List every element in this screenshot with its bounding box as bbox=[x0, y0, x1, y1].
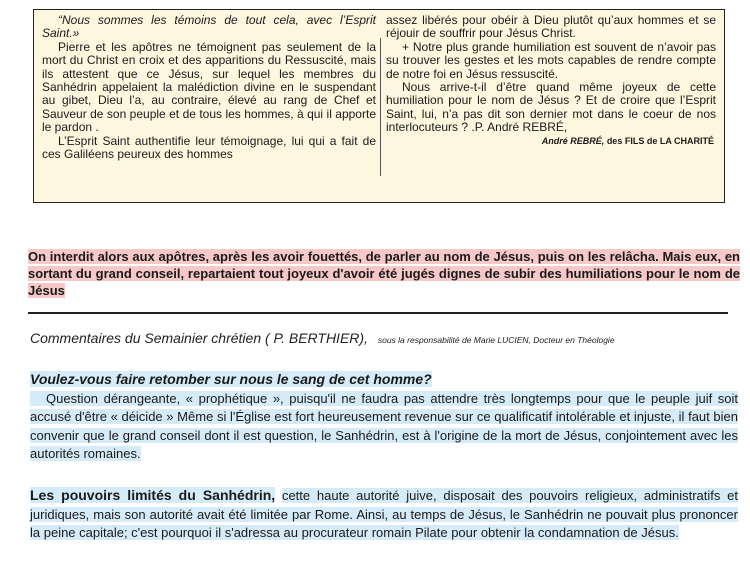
block1-question: Voulez-vous faire retomber sur nous le sang de cet homme? bbox=[30, 371, 432, 387]
quote-paragraph: Pierre et les apôtres ne témoignent pas seulement de la mort du Christ en croix et des apparitions du Ressuscité, mais ils attestent que ce Jésus, sur lequel les membres du Sanhédrin appelaient la malédiction divine en le suspendant au gibet, Dieu l’a, au contraire, élevé au rang de Chef et Sauveur de son peuple et de tous les hommes, à qui il apporte le pardon . bbox=[42, 39, 376, 135]
block1-text: Question dérangeante, « prophétique », puisqu'il ne faudra pas attendre très longtemps pour que le peuple juif soit accusé d'être « déicide » Même si l'Église est fort heureusement revenue sur ce qualificatif intolérable et injuste, il faut bien convenir que le grand conseil dont il est question, le Sanhédrin, est à l'origine de la mort de Jésus, conjointement avec les autorités romaines. bbox=[30, 390, 738, 461]
column-divider bbox=[380, 38, 381, 176]
commentary-author: ( P. BERTHIER), bbox=[265, 330, 368, 346]
quote-paragraph: L’Esprit Saint authentifie leur témoignage, lui qui a fait de ces Galiléens peureux des hommes bbox=[42, 133, 376, 162]
commentary-header bbox=[30, 330, 615, 346]
scripture-highlight bbox=[28, 248, 740, 299]
commentary-block-2 bbox=[30, 486, 738, 543]
signature-org: des FILS de LA CHARITÉ bbox=[606, 135, 714, 146]
quote-paragraph: assez libérés pour obéir à Dieu plutôt qu’aux hommes et se réjouir de souffrir pour Jésus Christ. bbox=[386, 13, 716, 41]
quote-left-column bbox=[42, 14, 376, 161]
commentary-title: Commentaires du Semainier chrétien bbox=[30, 330, 262, 346]
block2-text: cette haute autorité juive, disposait des pouvoirs religieux, administratifs et juridiques, mais son autorité avait été limitée par Rome. Ainsi, au temps de Jésus, le Sanhédrin ne pouvait plus prononcer la peine capitale; c'est pourquoi il s'adressa au procurateur romain Pilate pour obtenir la condamnation de Jésus. bbox=[30, 488, 738, 540]
block2-heading: Les pouvoirs limités du Sanhédrin, bbox=[30, 487, 276, 503]
commentary-block-1 bbox=[30, 370, 738, 464]
signature bbox=[386, 135, 716, 148]
commentary-note: sous la responsabilité de Marie LUCIEN, Docteur en Théologie bbox=[377, 335, 615, 345]
quote-right-column bbox=[386, 14, 716, 148]
quote-paragraph: Nous arrive-t-il d’être quand même joyeux de cette humiliation pour le nom de Jésus ? Et de croire que l’Esprit Saint, lui, n’a pas dit son dernier mot dans le coeur de nos interlocuteurs ? .P. André REBRÉ, bbox=[386, 80, 716, 135]
scripture-text: On interdit alors aux apôtres, après les avoir fouettés, de parler au nom de Jésus, puis on les relâcha. Mais eux, en sortant du grand conseil, repartaient tout joyeux d'avoir été jugés dignes de subir des humiliations pour le nom de Jésus bbox=[28, 249, 740, 298]
quote-opening: “Nous sommes les témoins de tout cela, avec l’Esprit Saint.» bbox=[42, 13, 376, 41]
quote-box bbox=[33, 9, 725, 203]
section-rule bbox=[28, 312, 728, 314]
quote-paragraph: + Notre plus grande humiliation est souvent de n’avoir pas su trouver les gestes et les mots capables de rendre compte de notre foi en Jésus ressuscité. bbox=[386, 39, 716, 81]
signature-author: André REBRÉ, bbox=[541, 135, 605, 146]
